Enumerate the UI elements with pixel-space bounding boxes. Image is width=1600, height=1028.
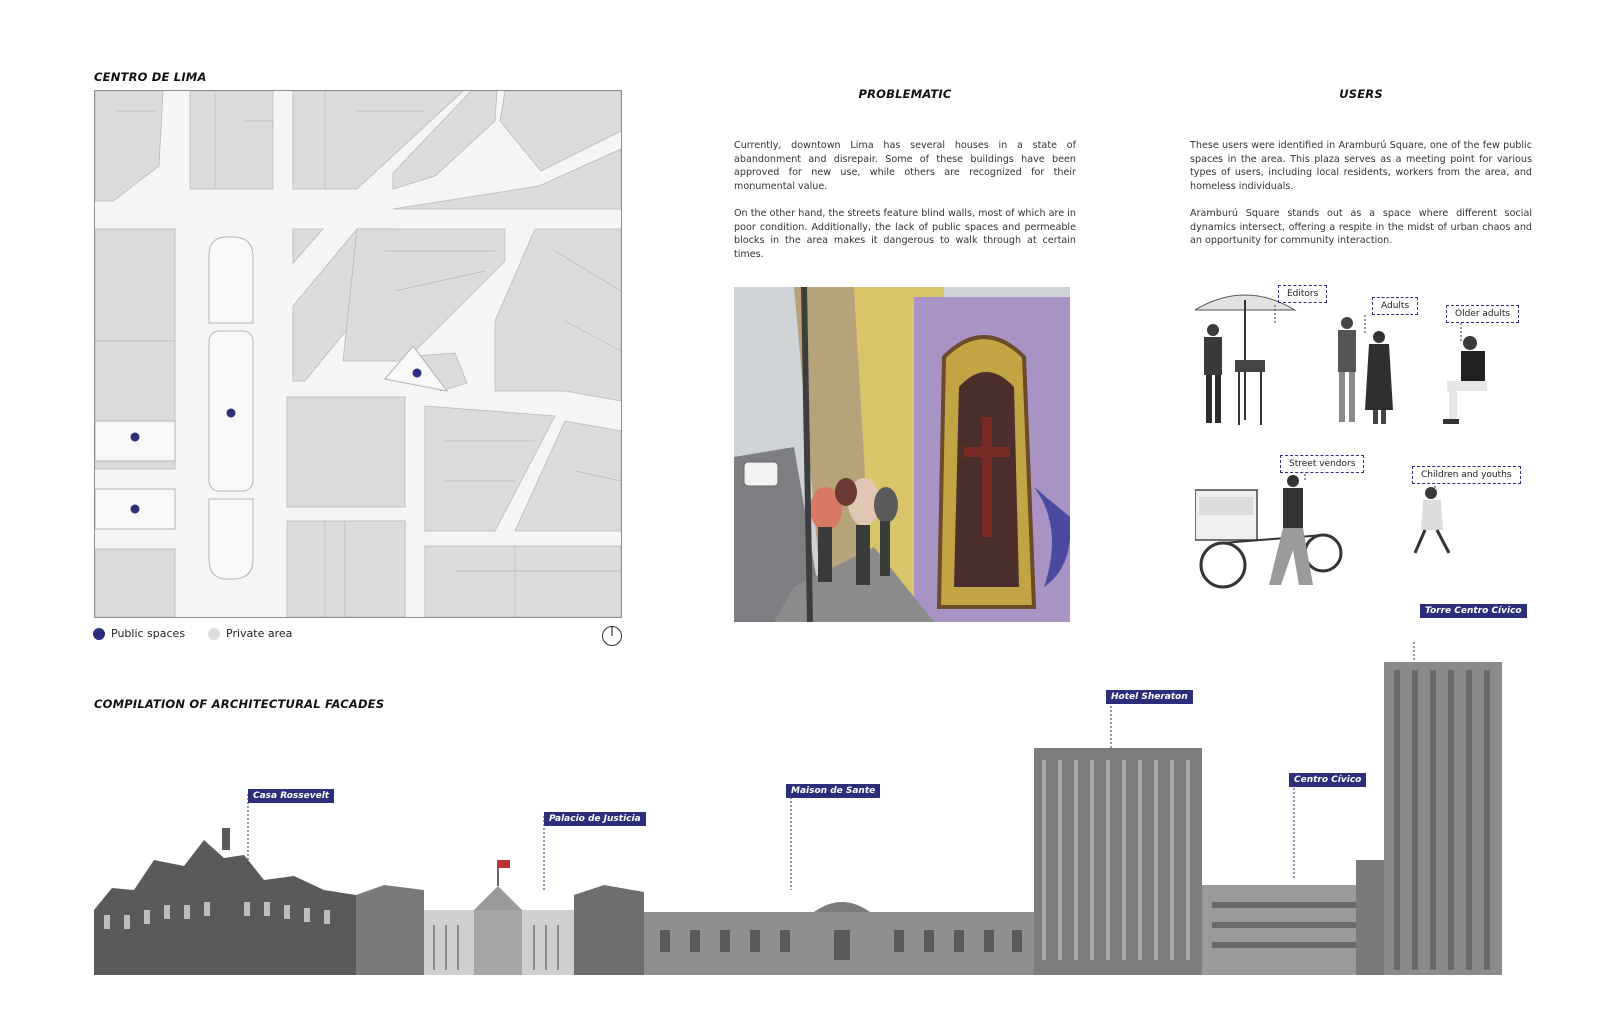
users-text	[1190, 139, 1532, 261]
older-adults-label: Older adults	[1446, 305, 1519, 323]
children-youths-label: Children and youths	[1412, 466, 1521, 484]
legend-label: Private area	[226, 627, 293, 640]
street-vendors-label: Street vendors	[1280, 455, 1364, 473]
centro-civico-tag: Centro Cívico	[1289, 773, 1366, 787]
adults-label: Adults	[1372, 297, 1418, 315]
problematic-paragraph-2: On the other hand, the streets feature blind walls, most of which are in poor condition. Additionally, the lack of public spaces and permeable blocks in the area makes it dangerous to walk through at certain times.	[734, 207, 1076, 260]
centro-de-lima-map	[94, 90, 622, 618]
problematic-paragraph-1: Currently, downtown Lima has several houses in a state of abandonment and disrepair. Some of these buildings have been approved for new use, while others are recognized for their monumental value.	[734, 140, 1076, 192]
hotel-sheraton-tag: Hotel Sheraton	[1106, 690, 1193, 704]
users-paragraph-1: These users were identified in Aramburú Square, one of the few public spaces in the area. This plaza serves as a meeting point for various types of users, including local residents, workers from the area, and homeless individuals.	[1190, 140, 1532, 192]
street-plan	[95, 91, 621, 617]
users-illustration	[1195, 285, 1545, 615]
palacio-justicia-tag: Palacio de Justicia	[544, 812, 646, 826]
street-mural-photo	[734, 287, 1070, 622]
facades-title: COMPILATION OF ARCHITECTURAL FACADES	[94, 697, 385, 711]
public-spaces-swatch	[93, 628, 105, 640]
maison-de-sante-tag: Maison de Sante	[786, 784, 880, 798]
facades-strip	[94, 640, 1534, 980]
casa-rossevelt-tag: Casa Rossevelt	[248, 789, 334, 803]
legend-private-area	[208, 627, 292, 640]
editors-label: Editors	[1278, 285, 1327, 303]
map-title: CENTRO DE LIMA	[94, 70, 207, 84]
legend-public-spaces	[93, 627, 185, 640]
private-area-swatch	[208, 628, 220, 640]
users-title: USERS	[1339, 87, 1383, 101]
users-paragraph-2: Aramburú Square stands out as a space where different social dynamics intersect, offering a respite in the midst of urban chaos and an opportunity for community interaction.	[1190, 207, 1532, 247]
torre-centro-civico-tag: Torre Centro Cívico	[1420, 604, 1527, 618]
problematic-title: PROBLEMATIC	[858, 87, 952, 101]
legend-label: Public spaces	[111, 627, 186, 640]
problematic-text	[734, 139, 1076, 275]
